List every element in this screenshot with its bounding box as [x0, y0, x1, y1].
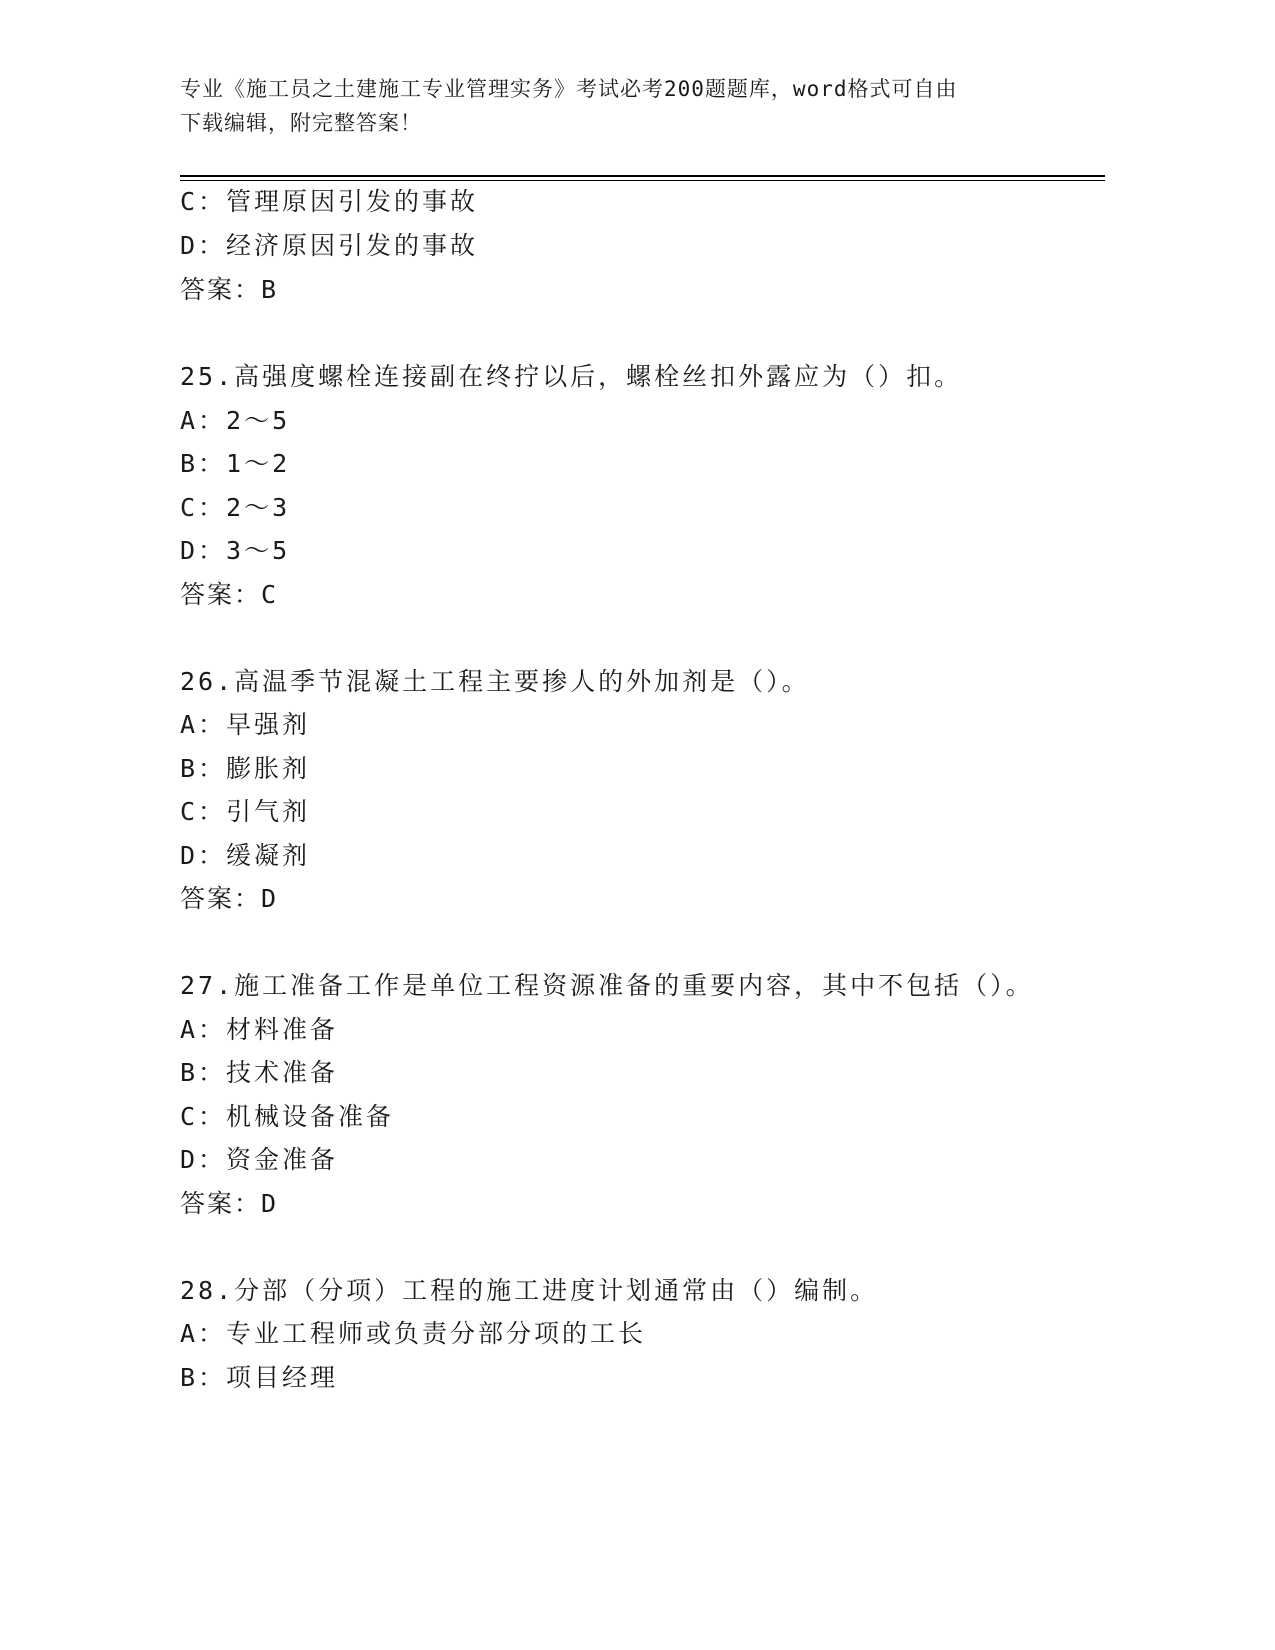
- question-26-stem: 26.高温季节混凝土工程主要掺人的外加剂是（）。: [180, 667, 810, 696]
- header-divider-thick: [180, 175, 1105, 177]
- question-26-option-c: C：引气剂: [180, 797, 311, 826]
- question-25-option-c: C：2～3: [180, 493, 291, 522]
- question-26-option-d: D：缓凝剂: [180, 841, 311, 870]
- prev-option-d: D：经济原因引发的事故: [180, 231, 479, 260]
- question-27-answer: 答案：D: [180, 1189, 279, 1218]
- question-26-option-b: B：膨胀剂: [180, 754, 311, 783]
- header-title-line-1: 专业《施工员之土建施工专业管理实务》考试必考200题题库，word格式可自由: [180, 77, 958, 101]
- question-28-option-b: B：项目经理: [180, 1363, 339, 1392]
- question-27-option-d: D：资金准备: [180, 1145, 339, 1174]
- question-27-option-a: A：材料准备: [180, 1015, 339, 1044]
- question-26-option-a: A：早强剂: [180, 710, 311, 739]
- question-25-answer: 答案：C: [180, 580, 279, 609]
- question-25-option-a: A：2～5: [180, 406, 291, 435]
- question-25-option-d: D：3～5: [180, 536, 291, 565]
- question-25-stem: 25.高强度螺栓连接副在终拧以后，螺栓丝扣外露应为（）扣。: [180, 362, 963, 391]
- question-27-stem: 27.施工准备工作是单位工程资源准备的重要内容，其中不包括（）。: [180, 971, 1034, 1000]
- prev-answer: 答案：B: [180, 275, 279, 304]
- question-27-option-b: B：技术准备: [180, 1058, 339, 1087]
- document-header: [180, 72, 1060, 140]
- question-27-option-c: C：机械设备准备: [180, 1102, 395, 1131]
- question-25-option-b: B：1～2: [180, 449, 291, 478]
- header-divider-thin: [180, 180, 1105, 181]
- header-title-line-2: 下载编辑，附完整答案！: [180, 111, 422, 135]
- question-28-option-a: A：专业工程师或负责分部分项的工长: [180, 1319, 647, 1348]
- question-28-stem: 28.分部（分项）工程的施工进度计划通常由（）编制。: [180, 1276, 879, 1305]
- question-26-answer: 答案：D: [180, 884, 279, 913]
- prev-option-c: C：管理原因引发的事故: [180, 187, 479, 216]
